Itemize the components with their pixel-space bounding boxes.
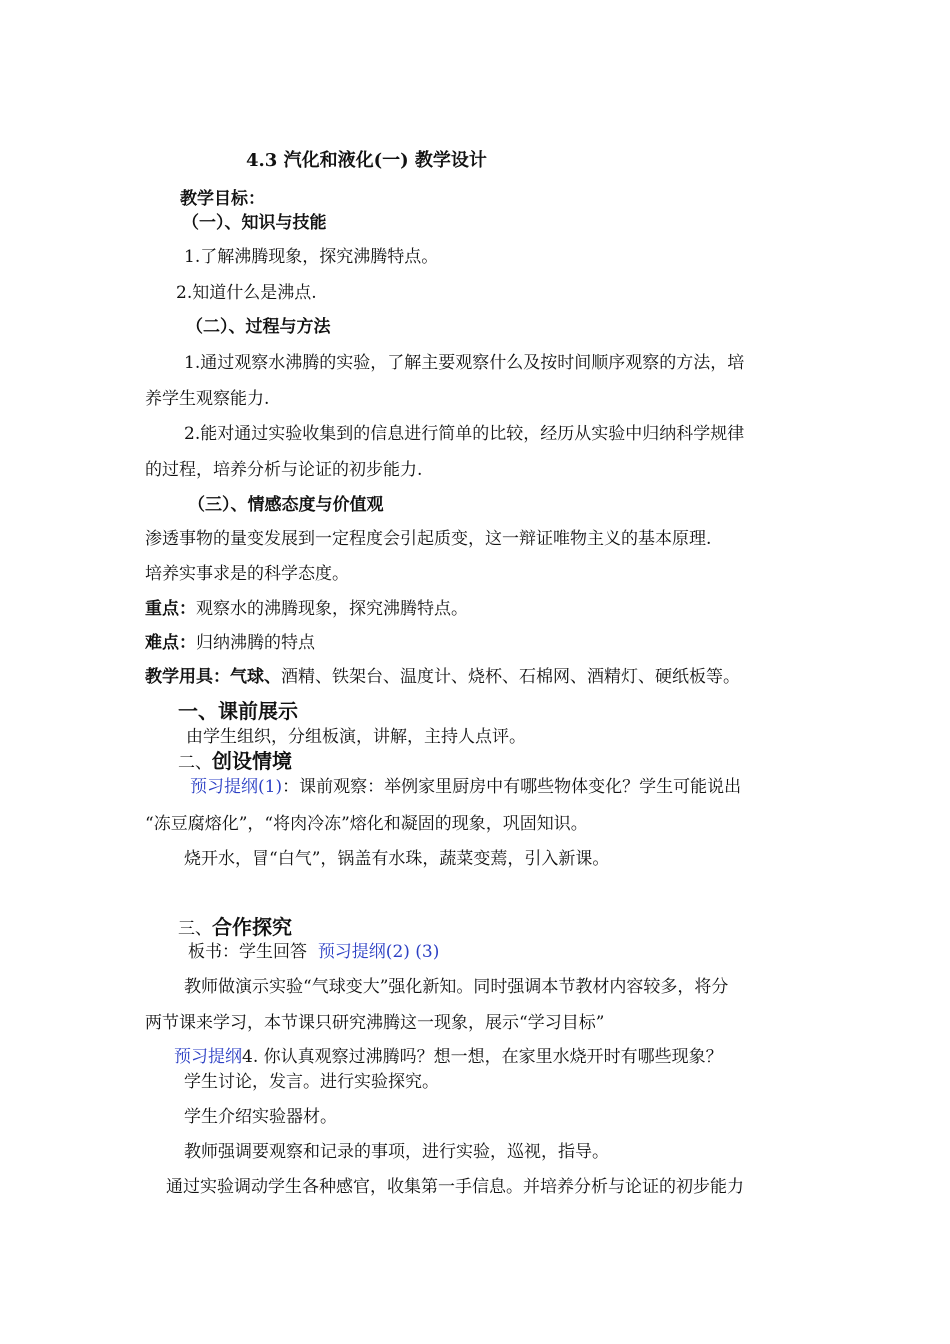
attitude-line-2: 培养实事求是的科学态度。 xyxy=(145,564,349,584)
key-point-text: 观察水的沸腾现象，探究沸腾特点。 xyxy=(196,599,468,619)
section3-heading-row xyxy=(178,916,292,940)
summary-line: 通过实验调动学生各种感官，收集第一手信息。并培养分析与论证的初步能力 xyxy=(166,1177,744,1197)
teaching-tools xyxy=(145,666,740,688)
process-item-1a: 1.通过观察水沸腾的实验，了解主要观察什么及按时间顺序观察的方法，培 xyxy=(184,353,745,373)
attitude-line-1: 渗透事物的量变发展到一定程度会引起质变，这一辩证唯物主义的基本原理. xyxy=(145,529,712,549)
board-line xyxy=(188,941,439,963)
section1-heading: 一、课前展示 xyxy=(178,699,298,723)
document-title: 4.3 汽化和液化(一) 教学设计 xyxy=(246,150,487,171)
outline-4-rest: 4. 你认真观察过沸腾吗？想一想，在家里水烧开时有哪些现象？ xyxy=(242,1047,723,1067)
attitude-heading: （三）、情感态度与价值观 xyxy=(188,495,384,515)
difficulty-label: 难点： xyxy=(145,633,196,653)
section3-heading: 合作探究 xyxy=(212,915,292,939)
key-point-label: 重点： xyxy=(145,599,196,619)
board-outline: 预习提纲(2) (3) xyxy=(317,942,440,962)
tools-first: 气球、 xyxy=(230,667,281,687)
outline-4-line xyxy=(174,1046,723,1068)
outline-1-label: 预习提纲(1) xyxy=(190,777,283,797)
knowledge-item-1: 1.了解沸腾现象，探究沸腾特点。 xyxy=(184,247,439,267)
section3-heading-prefix: 三、 xyxy=(178,919,212,939)
section2-line-3: 烧开水，冒“白气”，锅盖有水珠，蔬菜变蔫，引入新课。 xyxy=(184,849,610,869)
section1-line: 由学生组织，分组板演，讲解，主持人点评。 xyxy=(186,727,526,747)
knowledge-heading: （一）、知识与技能 xyxy=(182,213,327,233)
discuss-line: 学生讨论，发言。进行实验探究。 xyxy=(184,1072,439,1092)
process-heading: （二）、过程与方法 xyxy=(186,317,331,337)
demo-line-a: 教师做演示实验“气球变大”强化新知。同时强调本节教材内容较多，将分 xyxy=(184,977,729,997)
objectives-heading: 教学目标： xyxy=(180,189,265,209)
demo-line-b: 两节课来学习，本节课只研究沸腾这一现象，展示“学习目标” xyxy=(145,1013,605,1033)
process-item-2b: 的过程，培养分析与论证的初步能力. xyxy=(145,460,423,480)
tools-rest: 酒精、铁架台、温度计、烧杯、石棉网、酒精灯、硬纸板等。 xyxy=(281,667,740,687)
process-item-2a: 2.能对通过实验收集到的信息进行简单的比较，经历从实验中归纳科学规律 xyxy=(184,424,745,444)
key-point xyxy=(145,598,468,620)
section2-heading: 创设情境 xyxy=(212,749,292,773)
section2-line-1 xyxy=(190,776,741,798)
section2-line-2: “冻豆腐熔化”，“将肉冷冻”熔化和凝固的现象，巩固知识。 xyxy=(145,814,588,834)
guide-line: 教师强调要观察和记录的事项，进行实验，巡视，指导。 xyxy=(184,1142,609,1162)
section2-heading-prefix: 二、 xyxy=(178,753,212,773)
knowledge-item-2: 2.知道什么是沸点. xyxy=(176,283,317,303)
section2-line-1-rest: ：课前观察：举例家里厨房中有哪些物体变化？学生可能说出 xyxy=(282,777,742,797)
outline-4-label: 预习提纲 xyxy=(174,1047,242,1067)
tools-label: 教学用具： xyxy=(145,667,230,687)
section2-heading-row xyxy=(178,750,292,774)
board-text: 板书：学生回答 xyxy=(188,942,307,962)
equipment-line: 学生介绍实验器材。 xyxy=(184,1107,337,1127)
difficulty xyxy=(145,632,315,654)
process-item-1b: 养学生观察能力. xyxy=(145,389,270,409)
difficulty-text: 归纳沸腾的特点 xyxy=(196,633,315,653)
